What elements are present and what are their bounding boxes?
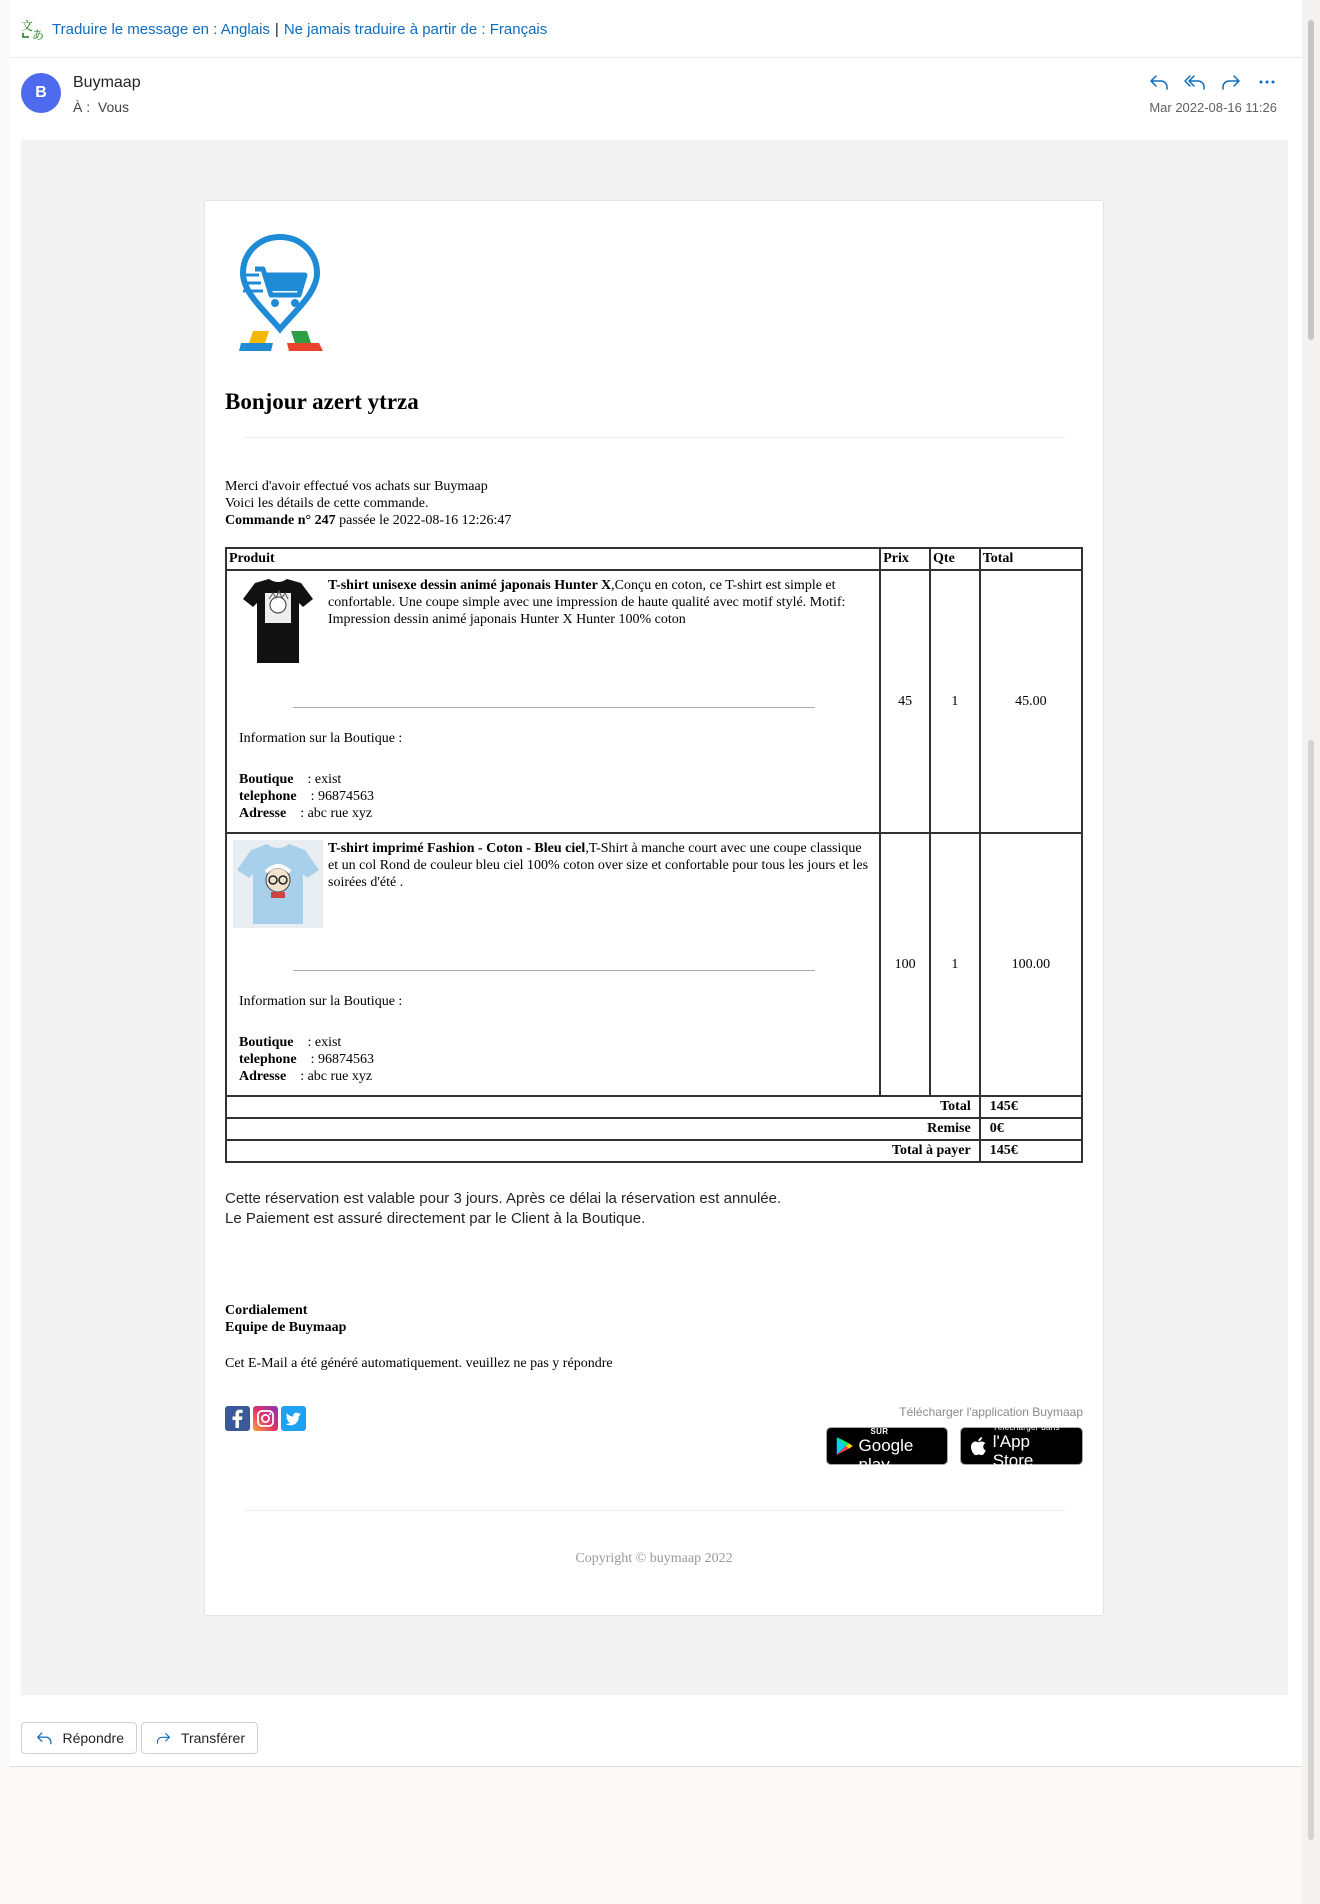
facebook-icon[interactable] <box>225 1406 250 1431</box>
shop-info <box>239 730 873 822</box>
intro-line-2: Voici les détails de cette commande. <box>225 496 429 511</box>
email-card <box>204 200 1104 1616</box>
app-store-small-text: Télécharger dans <box>992 1422 1060 1432</box>
shop-label: Boutique <box>239 1035 294 1050</box>
forward-icon <box>156 1730 171 1746</box>
address-label: Adresse <box>239 1069 287 1084</box>
recipient-line <box>73 99 129 115</box>
reply-button-label: Répondre <box>62 1730 124 1746</box>
col-header-price: Prix <box>880 548 930 570</box>
intro-line-1: Merci d'avoir effectué vos achats sur Buymaap <box>225 479 488 494</box>
table-header-row <box>226 548 1082 570</box>
phone-value: : 96874563 <box>310 789 374 804</box>
app-store-badge[interactable] <box>960 1422 1083 1470</box>
message-date: Mar 2022-08-16 11:26 <box>1149 100 1277 115</box>
product-price: 45 <box>880 570 930 833</box>
google-play-badge[interactable] <box>826 1418 948 1474</box>
sender-name[interactable]: Buymaap <box>73 74 141 91</box>
summary-row-to-pay <box>226 1140 1082 1162</box>
forward-button[interactable] <box>1218 70 1244 94</box>
address-label: Adresse <box>239 806 287 821</box>
summary-value: 145€ <box>980 1096 1082 1118</box>
auto-generated-notice: Cet E-Mail a été généré automatiquement. veuillez ne pas y répondre <box>225 1356 613 1371</box>
order-table <box>225 547 1083 1163</box>
summary-value: 145€ <box>980 1140 1082 1162</box>
sender-avatar[interactable]: B <box>21 73 61 113</box>
google-play-big-text: Google play <box>858 1436 914 1474</box>
reservation-note <box>225 1189 781 1229</box>
greeting-heading: Bonjour azert ytrza <box>225 389 419 414</box>
product-divider <box>293 707 815 708</box>
copyright-text: Copyright © buymaap 2022 <box>575 1551 733 1566</box>
address-value: : abc rue xyz <box>300 806 373 821</box>
more-actions-button[interactable] <box>1254 70 1280 94</box>
product-cell <box>226 570 880 833</box>
phone-label: telephone <box>239 789 297 804</box>
translate-bar <box>20 14 547 44</box>
summary-row-discount <box>226 1118 1082 1140</box>
recipient-name[interactable]: Vous <box>97 99 130 115</box>
signature <box>225 1302 346 1336</box>
more-icon <box>1258 79 1276 85</box>
message-actions <box>1146 70 1280 94</box>
product-image-blue-tshirt[interactable] <box>233 840 323 928</box>
product-title: T-shirt unisexe dessin animé japonais Hunter X <box>328 578 612 593</box>
phone-label: telephone <box>239 1052 297 1067</box>
scrollbar-thumb-lower[interactable] <box>1308 740 1314 1840</box>
col-header-qty: Qte <box>930 548 980 570</box>
shop-value: : exist <box>307 772 342 787</box>
shop-label: Boutique <box>239 772 294 787</box>
forward-button-label: Transférer <box>180 1730 245 1746</box>
product-qty: 1 <box>930 833 980 1096</box>
shop-info-title: Information sur la Boutique : <box>239 731 403 746</box>
download-app-title: Télécharger l'application Buymaap <box>899 1405 1083 1419</box>
reply-button[interactable] <box>1146 70 1172 94</box>
signature-line-1: Cordialement <box>225 1303 308 1318</box>
greeting-divider <box>245 437 1065 438</box>
vertical-scrollbar[interactable] <box>1302 0 1320 1904</box>
svg-text:あ: あ <box>32 28 45 41</box>
note-line-2: Le Paiement est assuré directement par le Client à la Boutique. <box>225 1210 646 1227</box>
reply-icon <box>36 1730 53 1746</box>
app-store-big-text: l'App Store <box>992 1431 1034 1470</box>
product-divider <box>293 970 815 971</box>
address-value: : abc rue xyz <box>300 1069 373 1084</box>
product-description <box>328 577 873 665</box>
reply-all-button[interactable] <box>1182 70 1208 94</box>
buymaap-logo <box>235 233 325 351</box>
reply-footer-button[interactable] <box>21 1722 137 1754</box>
product-qty: 1 <box>930 570 980 833</box>
col-header-total: Total <box>980 548 1082 570</box>
product-cell <box>226 833 880 1096</box>
instagram-icon[interactable] <box>253 1406 278 1431</box>
product-total: 100.00 <box>980 833 1082 1096</box>
table-row <box>226 833 1082 1096</box>
summary-label: Total à payer <box>226 1140 980 1162</box>
product-total: 45.00 <box>980 570 1082 833</box>
shop-info <box>239 993 873 1085</box>
forward-icon <box>1221 73 1241 91</box>
google-play-small-text: DISPONIBLE SUR <box>870 1418 923 1436</box>
to-label: À : <box>73 99 91 115</box>
translate-separator: | <box>274 20 279 38</box>
signature-line-2: Equipe de Buymaap <box>225 1320 347 1335</box>
product-price: 100 <box>880 833 930 1096</box>
footer-divider <box>245 1510 1065 1511</box>
never-translate-link[interactable]: Ne jamais traduire à partir de : Français <box>283 20 548 38</box>
note-line-1: Cette réservation est valable pour 3 jours. Après ce délai la réservation est annulée. <box>225 1190 782 1207</box>
reply-all-icon <box>1184 73 1206 91</box>
product-title: T-shirt imprimé Fashion - Coton - Bleu ciel <box>328 841 586 856</box>
scrollbar-thumb-upper[interactable] <box>1308 20 1314 340</box>
order-line <box>225 512 511 529</box>
translate-icon <box>20 17 48 41</box>
svg-text:文: 文 <box>21 19 34 33</box>
intro-text <box>225 478 511 529</box>
reply-icon <box>1149 73 1169 91</box>
shop-value: : exist <box>307 1035 342 1050</box>
phone-value: : 96874563 <box>310 1052 374 1067</box>
apple-icon <box>969 1435 987 1457</box>
header-divider <box>9 57 1302 58</box>
summary-value: 0€ <box>980 1118 1082 1140</box>
app-badges <box>826 1418 1083 1474</box>
product-description <box>328 840 873 928</box>
col-header-product: Produit <box>226 548 880 570</box>
summary-label: Remise <box>226 1118 980 1140</box>
order-number: Commande n° 247 <box>225 513 336 528</box>
google-play-icon <box>835 1434 855 1458</box>
translate-message-link[interactable]: Traduire le message en : Anglais <box>52 20 270 38</box>
table-row <box>226 570 1082 833</box>
product-image-black-tshirt[interactable] <box>233 577 323 665</box>
social-links <box>225 1406 306 1431</box>
twitter-icon[interactable] <box>281 1406 306 1431</box>
shop-info-title: Information sur la Boutique : <box>239 994 403 1009</box>
summary-label: Total <box>226 1096 980 1118</box>
product-details: ,T-Shirt à manche court avec une coupe classique et un col Rond de couleur bleu ciel 100% coton over size et confortable pour tous les jours et les soirées d'été . <box>328 841 869 890</box>
order-date: passée le 2022-08-16 12:26:47 <box>339 513 512 528</box>
product-details: ,Conçu en coton, ce T-shirt est simple et confortable. Une coupe simple avec une impression de haute qualité avec motif stylé. Motif: Impression dessin animé japonais Hunter X Hunter 100% coton <box>328 578 846 627</box>
summary-row-total <box>226 1096 1082 1118</box>
forward-footer-button[interactable] <box>141 1722 258 1754</box>
